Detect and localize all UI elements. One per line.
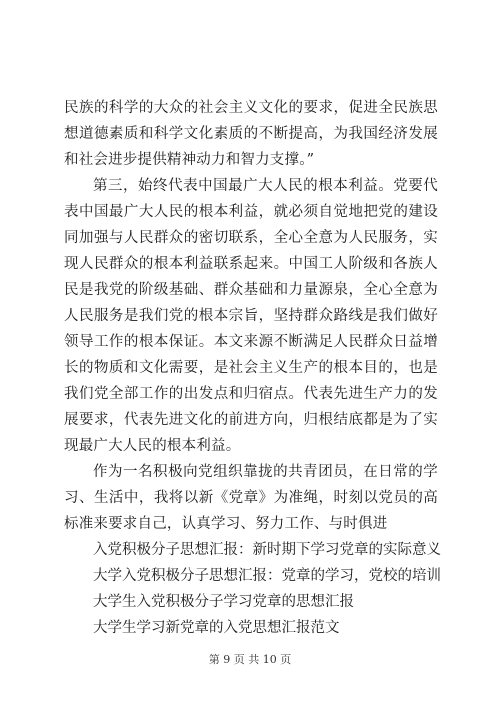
related-link-1[interactable]: 入党积极分子思想汇报：新时期下学习党章的实际意义 <box>93 542 441 558</box>
page-number-footer: 第 9 页 共 10 页 <box>208 653 292 666</box>
related-link-4[interactable]: 大学生学习新党章的入党思想汇报范文 <box>93 620 340 636</box>
document-body <box>64 95 441 641</box>
related-link-2[interactable]: 大学入党积极分子思想汇报：党章的学习，党校的培训 <box>93 568 441 584</box>
related-link-3[interactable]: 大学生入党积极分子学习党章的思想汇报 <box>93 594 354 610</box>
paragraph-3: 作为一名积极向党组织靠拢的共青团员，在日常的学习、生活中，我将以新《党章》为准绳，时刻以党员的高标准来要求自己，认真学习、努力工作、与时俱进 <box>64 464 438 532</box>
paragraph-2: 第三，始终代表中国最广大人民的根本利益。党要代表中国最广大人民的根本利益，就必须自觉地把党的建设同加强与人民群众的密切联系，全心全意为人民服务，实现人民群众的根本利益联系起来。中国工人阶级和各族人民是我党的阶级基础、群众基础和力量源泉，全心全意为人民服务是我们党的根本宗旨，坚持群众路线是我们做好领导工作的根本保证。本文来源不断满足人民群众日益增长的物质和文化需要，是社会主义生产的根本目的，也是我们党全部工作的出发点和归宿点。代表先进生产力的发展要求，代表先进文化的前进方向，归根结底都是为了实现最广大人民的根本利益。 <box>64 178 438 454</box>
paragraph-1: 民族的科学的大众的社会主义文化的要求，促进全民族思想道德素质和科学文化素质的不断提高，为我国经济发展和社会进步提供精神动力和智力支撑。” <box>64 100 438 168</box>
